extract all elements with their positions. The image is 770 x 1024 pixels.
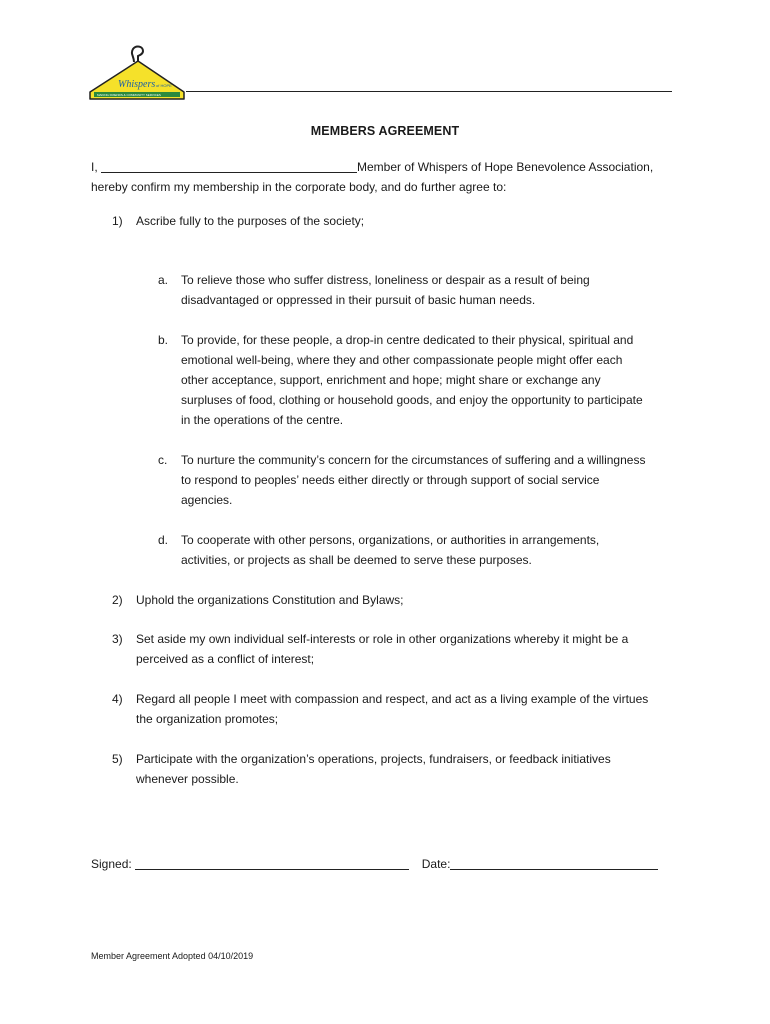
intro-line-2: hereby confirm my membership in the corporate body, and do further agree to: xyxy=(91,180,507,194)
page-title: MEMBERS AGREEMENT xyxy=(310,124,460,138)
date-field[interactable] xyxy=(450,856,658,870)
item-text: whenever possible. xyxy=(136,772,239,786)
signature-row xyxy=(91,854,658,874)
purpose-text: in the operations of the centre. xyxy=(181,413,344,427)
purpose-letter: b. xyxy=(158,333,169,347)
logo-tagline: MAKING FRIENDS & COMMUNITY SERVICES xyxy=(97,93,161,97)
signed-label: Signed: xyxy=(91,857,132,871)
item-number: 5) xyxy=(112,752,123,766)
purpose-text: emotional well-being, where they and other compassionate people might offer each xyxy=(181,353,623,367)
item-number: 3) xyxy=(112,632,123,646)
intro-prefix: I, xyxy=(91,160,98,174)
purpose-letter: a. xyxy=(158,273,169,287)
footer-note: Member Agreement Adopted 04/10/2019 xyxy=(91,951,254,961)
item-text: Ascribe fully to the purposes of the society; xyxy=(136,214,365,228)
purpose-text: To relieve those who suffer distress, loneliness or despair as a result of being xyxy=(181,273,590,287)
item-text: the organization promotes; xyxy=(136,712,279,726)
purpose-text: to respond to peoples’ needs either directly or through support of social service xyxy=(181,473,600,487)
intro-suffix: Member of Whispers of Hope Benevolence Association, xyxy=(357,160,654,174)
intro-line-1 xyxy=(91,157,653,177)
item-text: Set aside my own individual self-interests or role in other organizations whereby it might be a xyxy=(136,632,629,646)
hanger-hook xyxy=(132,47,143,62)
purpose-text: agencies. xyxy=(181,493,233,507)
logo-name: Whispers xyxy=(118,79,156,90)
header-rule xyxy=(186,91,672,92)
signature-field[interactable] xyxy=(135,856,409,870)
whispers-of-hope-logo xyxy=(88,42,186,102)
purpose-text: To cooperate with other persons, organizations, or authorities in arrangements, xyxy=(181,533,600,547)
item-number: 2) xyxy=(112,593,123,607)
item-number: 4) xyxy=(112,692,123,706)
purpose-text: other acceptance, support, enrichment and hope; might share or exchange any xyxy=(181,373,601,387)
item-text: perceived as a conflict of interest; xyxy=(136,652,315,666)
purpose-text: disadvantaged or oppressed in their pursuit of basic human needs. xyxy=(181,293,536,307)
purpose-text: activities, or projects as shall be deemed to serve these purposes. xyxy=(181,553,532,567)
purpose-letter: d. xyxy=(158,533,169,547)
item-text: Uphold the organizations Constitution and Bylaws; xyxy=(136,593,404,607)
date-label: Date: xyxy=(421,857,451,871)
member-name-field[interactable] xyxy=(101,159,357,173)
purpose-text: To provide, for these people, a drop-in centre dedicated to their physical, spiritual and xyxy=(181,333,634,347)
purpose-letter: c. xyxy=(158,453,168,467)
item-text: Regard all people I meet with compassion and respect, and act as a living example of the virtues xyxy=(136,692,649,706)
purpose-text: To nurture the community’s concern for the circumstances of suffering and a willingness xyxy=(181,453,646,467)
purpose-text: surpluses of food, clothing or household goods, and enjoy the opportunity to participate xyxy=(181,393,643,407)
item-text: Participate with the organization’s operations, projects, fundraisers, or feedback initiatives xyxy=(136,752,611,766)
item-number: 1) xyxy=(112,214,123,228)
logo-of-hope: of HOPE xyxy=(156,83,172,88)
